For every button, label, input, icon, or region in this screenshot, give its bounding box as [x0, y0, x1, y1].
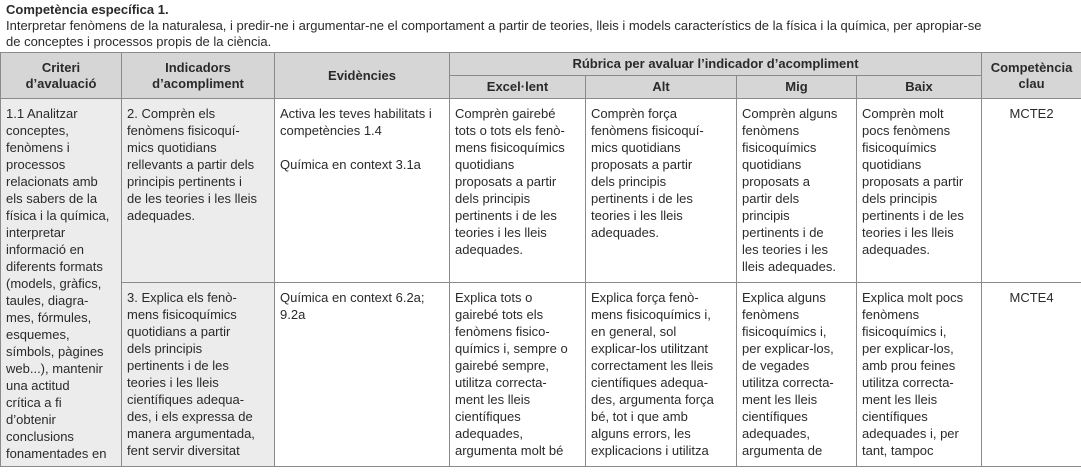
- header-rubrica: Rúbrica per avaluar l’indicador d’acompliment: [450, 53, 982, 76]
- level-alt-cell: Comprèn força fenòmens fisicoquí- mics quotidians proposats a partir dels principis pertinents i de les teories i les lleis adequades.: [586, 99, 737, 283]
- indicador-cell: 2. Comprèn els fenòmens fisicoquí- mics quotidians rellevants a partir dels principis pertinents i de les teories i les lleis adequades.: [122, 99, 275, 283]
- level-mig-cell: Explica alguns fenòmens fisicoquímics i, per explicar-los, de vegades utilitza correcta- ment les lleis científiques adequades, argumenta de: [737, 283, 857, 467]
- header-competencia: Competència clau: [982, 53, 1081, 99]
- competence-description: Interpretar fenòmens de la naturalesa, i predir-ne i argumentar-ne el comportament a partir de teories, lleis i models característics de la física i la química, per apropiar-se de conceptes i processos propis de la ciència.: [6, 18, 982, 49]
- header-level-excelent: Excel·lent: [450, 76, 586, 99]
- level-baix-cell: Explica molt pocs fenòmens fisicoquímics i, per explicar-los, amb prou feines utilitza correcta- ment les lleis científiques adequades i, per tant, tampoc: [857, 283, 982, 467]
- evidencies-cell: Química en context 6.2a; 9.2a: [275, 283, 450, 467]
- indicador-cell: 3. Explica els fenò- mens fisicoquímics quotidians a partir dels principis pertinents i de les teories i les lleis científiques adequa- des, i els expressa de manera argumentada, fent servir diversitat: [122, 283, 275, 467]
- table-row: [1, 99, 1081, 283]
- competencia-cell: MCTE4: [982, 283, 1081, 467]
- level-excelent-cell: Comprèn gairebé tots o tots els fenò- mens fisicoquímics quotidians proposats a partir dels principis pertinents i de les teories i les lleis adequades.: [450, 99, 586, 283]
- header-row: [1, 53, 1081, 76]
- header-evidencies: Evidències: [275, 53, 450, 99]
- header-indicadors: Indicadors d’acompliment: [122, 53, 275, 99]
- evidencies-cell: Activa les teves habilitats i competències 1.4 Química en context 3.1a: [275, 99, 450, 283]
- level-baix-cell: Comprèn molt pocs fenòmens fisicoquímics quotidians proposats a partir dels principis pertinents i de les teories i les lleis adequades.: [857, 99, 982, 283]
- competence-heading: [0, 0, 1081, 50]
- level-mig-cell: Comprèn alguns fenòmens fisicoquímics quotidians proposats a partir dels principis pertinents i de les teories i les lleis adequades.: [737, 99, 857, 283]
- header-criteri: Criteri d’avaluació: [1, 53, 122, 99]
- rubric-table: [0, 52, 1081, 467]
- level-alt-cell: Explica força fenò- mens fisicoquímics i, en general, sol explicar-los utilitzant correctament les lleis científiques adequa- des, argumenta força bé, tot i que amb alguns errors, les explicacions i utilitza: [586, 283, 737, 467]
- header-level-baix: Baix: [857, 76, 982, 99]
- criteri-cell: 1.1 Analitzar conceptes, fenòmens i processos relacionats amb els sabers de la física i la química, interpretar informació en diferents formats (models, gràfics, taules, diagra- mes, fórmules, esquemes, símbols, pàgines web...), mantenir una actitud crítica a fi d’obtenir conclusions fonamentades en: [1, 99, 122, 467]
- level-excelent-cell: Explica tots o gairebé tots els fenòmens fisico- químics i, sempre o gairebé sempre, utilitza correcta- ment les lleis científiques adequades, argumenta molt bé: [450, 283, 586, 467]
- header-level-alt: Alt: [586, 76, 737, 99]
- competence-title: Competència específica 1.: [6, 2, 169, 17]
- table-row: [1, 283, 1081, 467]
- competencia-cell: MCTE2: [982, 99, 1081, 283]
- header-level-mig: Mig: [737, 76, 857, 99]
